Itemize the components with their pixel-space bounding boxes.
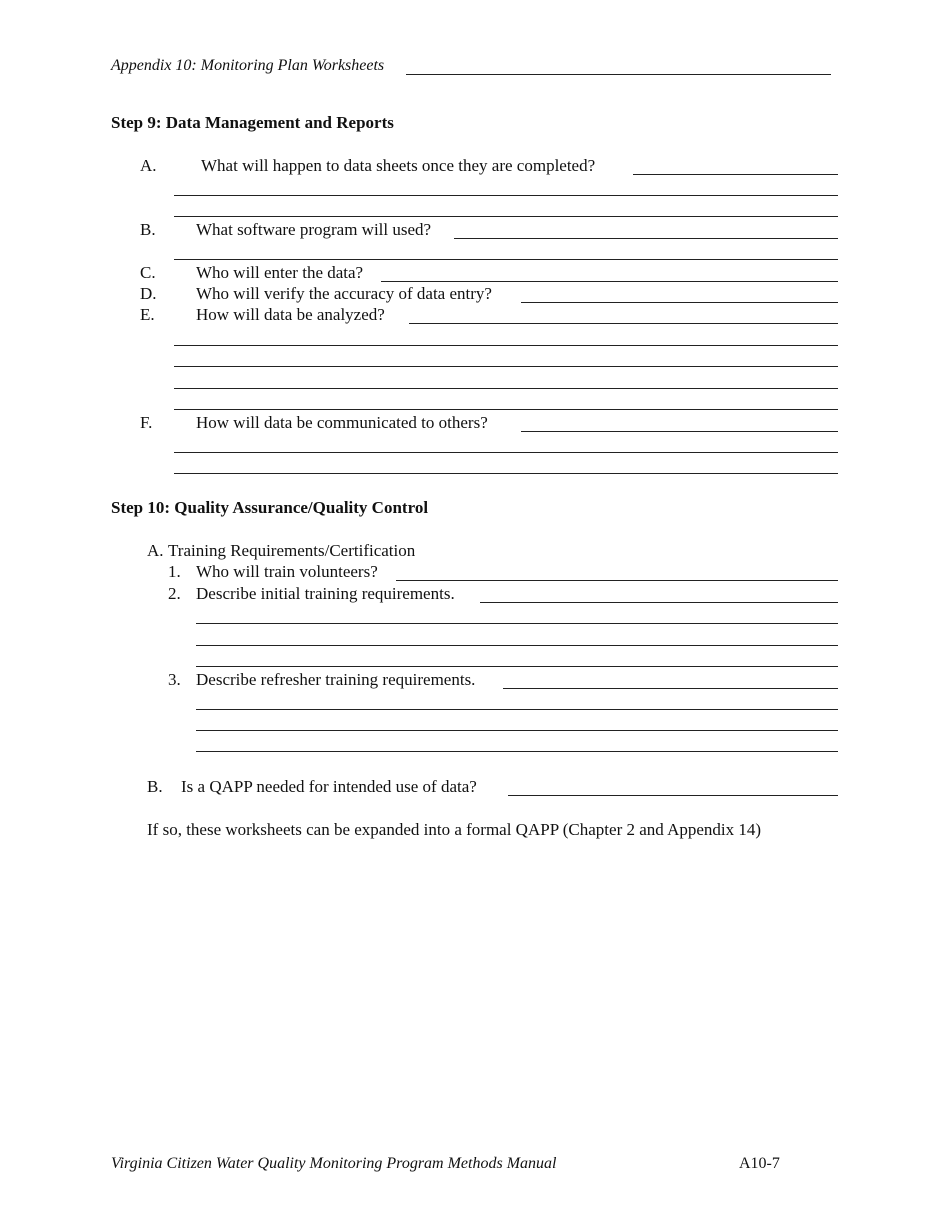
step10-heading: Step 10: Quality Assurance/Quality Control: [111, 498, 429, 517]
step9-item-b-answer-line[interactable]: [454, 238, 838, 239]
step10-item-3-answer-line[interactable]: [196, 751, 838, 752]
step10-item-2-answer-line[interactable]: [196, 666, 838, 667]
step10-section-a-title: Training Requirements/Certification: [168, 541, 416, 560]
step9-item-f-answer-line[interactable]: [174, 473, 838, 474]
step10-item-1-question: Who will train volunteers?: [196, 562, 378, 581]
step10-item-2-answer-line[interactable]: [196, 645, 838, 646]
step10-item-1-number: 1.: [168, 562, 181, 581]
step9-item-c-letter: C.: [140, 263, 156, 282]
step9-item-d-question: Who will verify the accuracy of data entry?: [196, 284, 492, 303]
step9-item-a-answer-line[interactable]: [174, 195, 838, 196]
step10-item-3-answer-line[interactable]: [503, 688, 838, 689]
page-header-title: Appendix 10: Monitoring Plan Worksheets: [111, 57, 385, 74]
step9-item-b-question: What software program will used?: [196, 220, 432, 239]
step10-item-1-answer-line[interactable]: [396, 580, 838, 581]
step10-section-b-question: Is a QAPP needed for intended use of data?: [181, 777, 477, 796]
step10-item-2-number: 2.: [168, 584, 181, 603]
step10-item-3-question: Describe refresher training requirements.: [196, 670, 476, 689]
step9-item-e-question: How will data be analyzed?: [196, 305, 385, 324]
footer-manual-title: Virginia Citizen Water Quality Monitoring Program Methods Manual: [111, 1155, 557, 1172]
step9-item-d-letter: D.: [140, 284, 157, 303]
step9-item-c-answer-line[interactable]: [381, 281, 838, 282]
header-rule: [406, 74, 831, 75]
step9-item-e-answer-line[interactable]: [174, 345, 838, 346]
step9-item-f-answer-line[interactable]: [174, 452, 838, 453]
step10-section-b-letter: B.: [147, 777, 163, 796]
step9-item-e-answer-line[interactable]: [409, 323, 838, 324]
step9-item-f-answer-line[interactable]: [521, 431, 838, 432]
step9-item-c-question: Who will enter the data?: [196, 263, 364, 282]
footer-page-number: A10-7: [739, 1155, 780, 1172]
step10-section-a-letter: A.: [147, 541, 164, 560]
step10-item-2-answer-line[interactable]: [196, 623, 838, 624]
step9-item-f-letter: F.: [140, 413, 153, 432]
step9-item-d-answer-line[interactable]: [521, 302, 838, 303]
step9-item-a-answer-line[interactable]: [174, 216, 838, 217]
step10-item-2-question: Describe initial training requirements.: [196, 584, 455, 603]
step10-item-3-answer-line[interactable]: [196, 730, 838, 731]
step10-section-b-answer-line[interactable]: [508, 795, 838, 796]
step9-item-a-answer-line[interactable]: [633, 174, 838, 175]
step9-item-b-answer-line[interactable]: [174, 259, 838, 260]
step9-item-f-question: How will data be communicated to others?: [196, 413, 488, 432]
step9-heading: Step 9: Data Management and Reports: [111, 113, 394, 132]
step9-item-e-letter: E.: [140, 305, 155, 324]
step10-item-2-answer-line[interactable]: [480, 602, 838, 603]
step9-item-e-answer-line[interactable]: [174, 388, 838, 389]
step9-item-b-letter: B.: [140, 220, 156, 239]
step9-item-a-question: What will happen to data sheets once they are completed?: [201, 156, 596, 175]
step10-item-3-number: 3.: [168, 670, 181, 689]
qapp-note: If so, these worksheets can be expanded into a formal QAPP (Chapter 2 and Appendix 14): [147, 820, 762, 839]
step9-item-e-answer-line[interactable]: [174, 409, 838, 410]
step9-item-e-answer-line[interactable]: [174, 366, 838, 367]
step9-item-a-letter: A.: [140, 156, 157, 175]
step10-item-3-answer-line[interactable]: [196, 709, 838, 710]
